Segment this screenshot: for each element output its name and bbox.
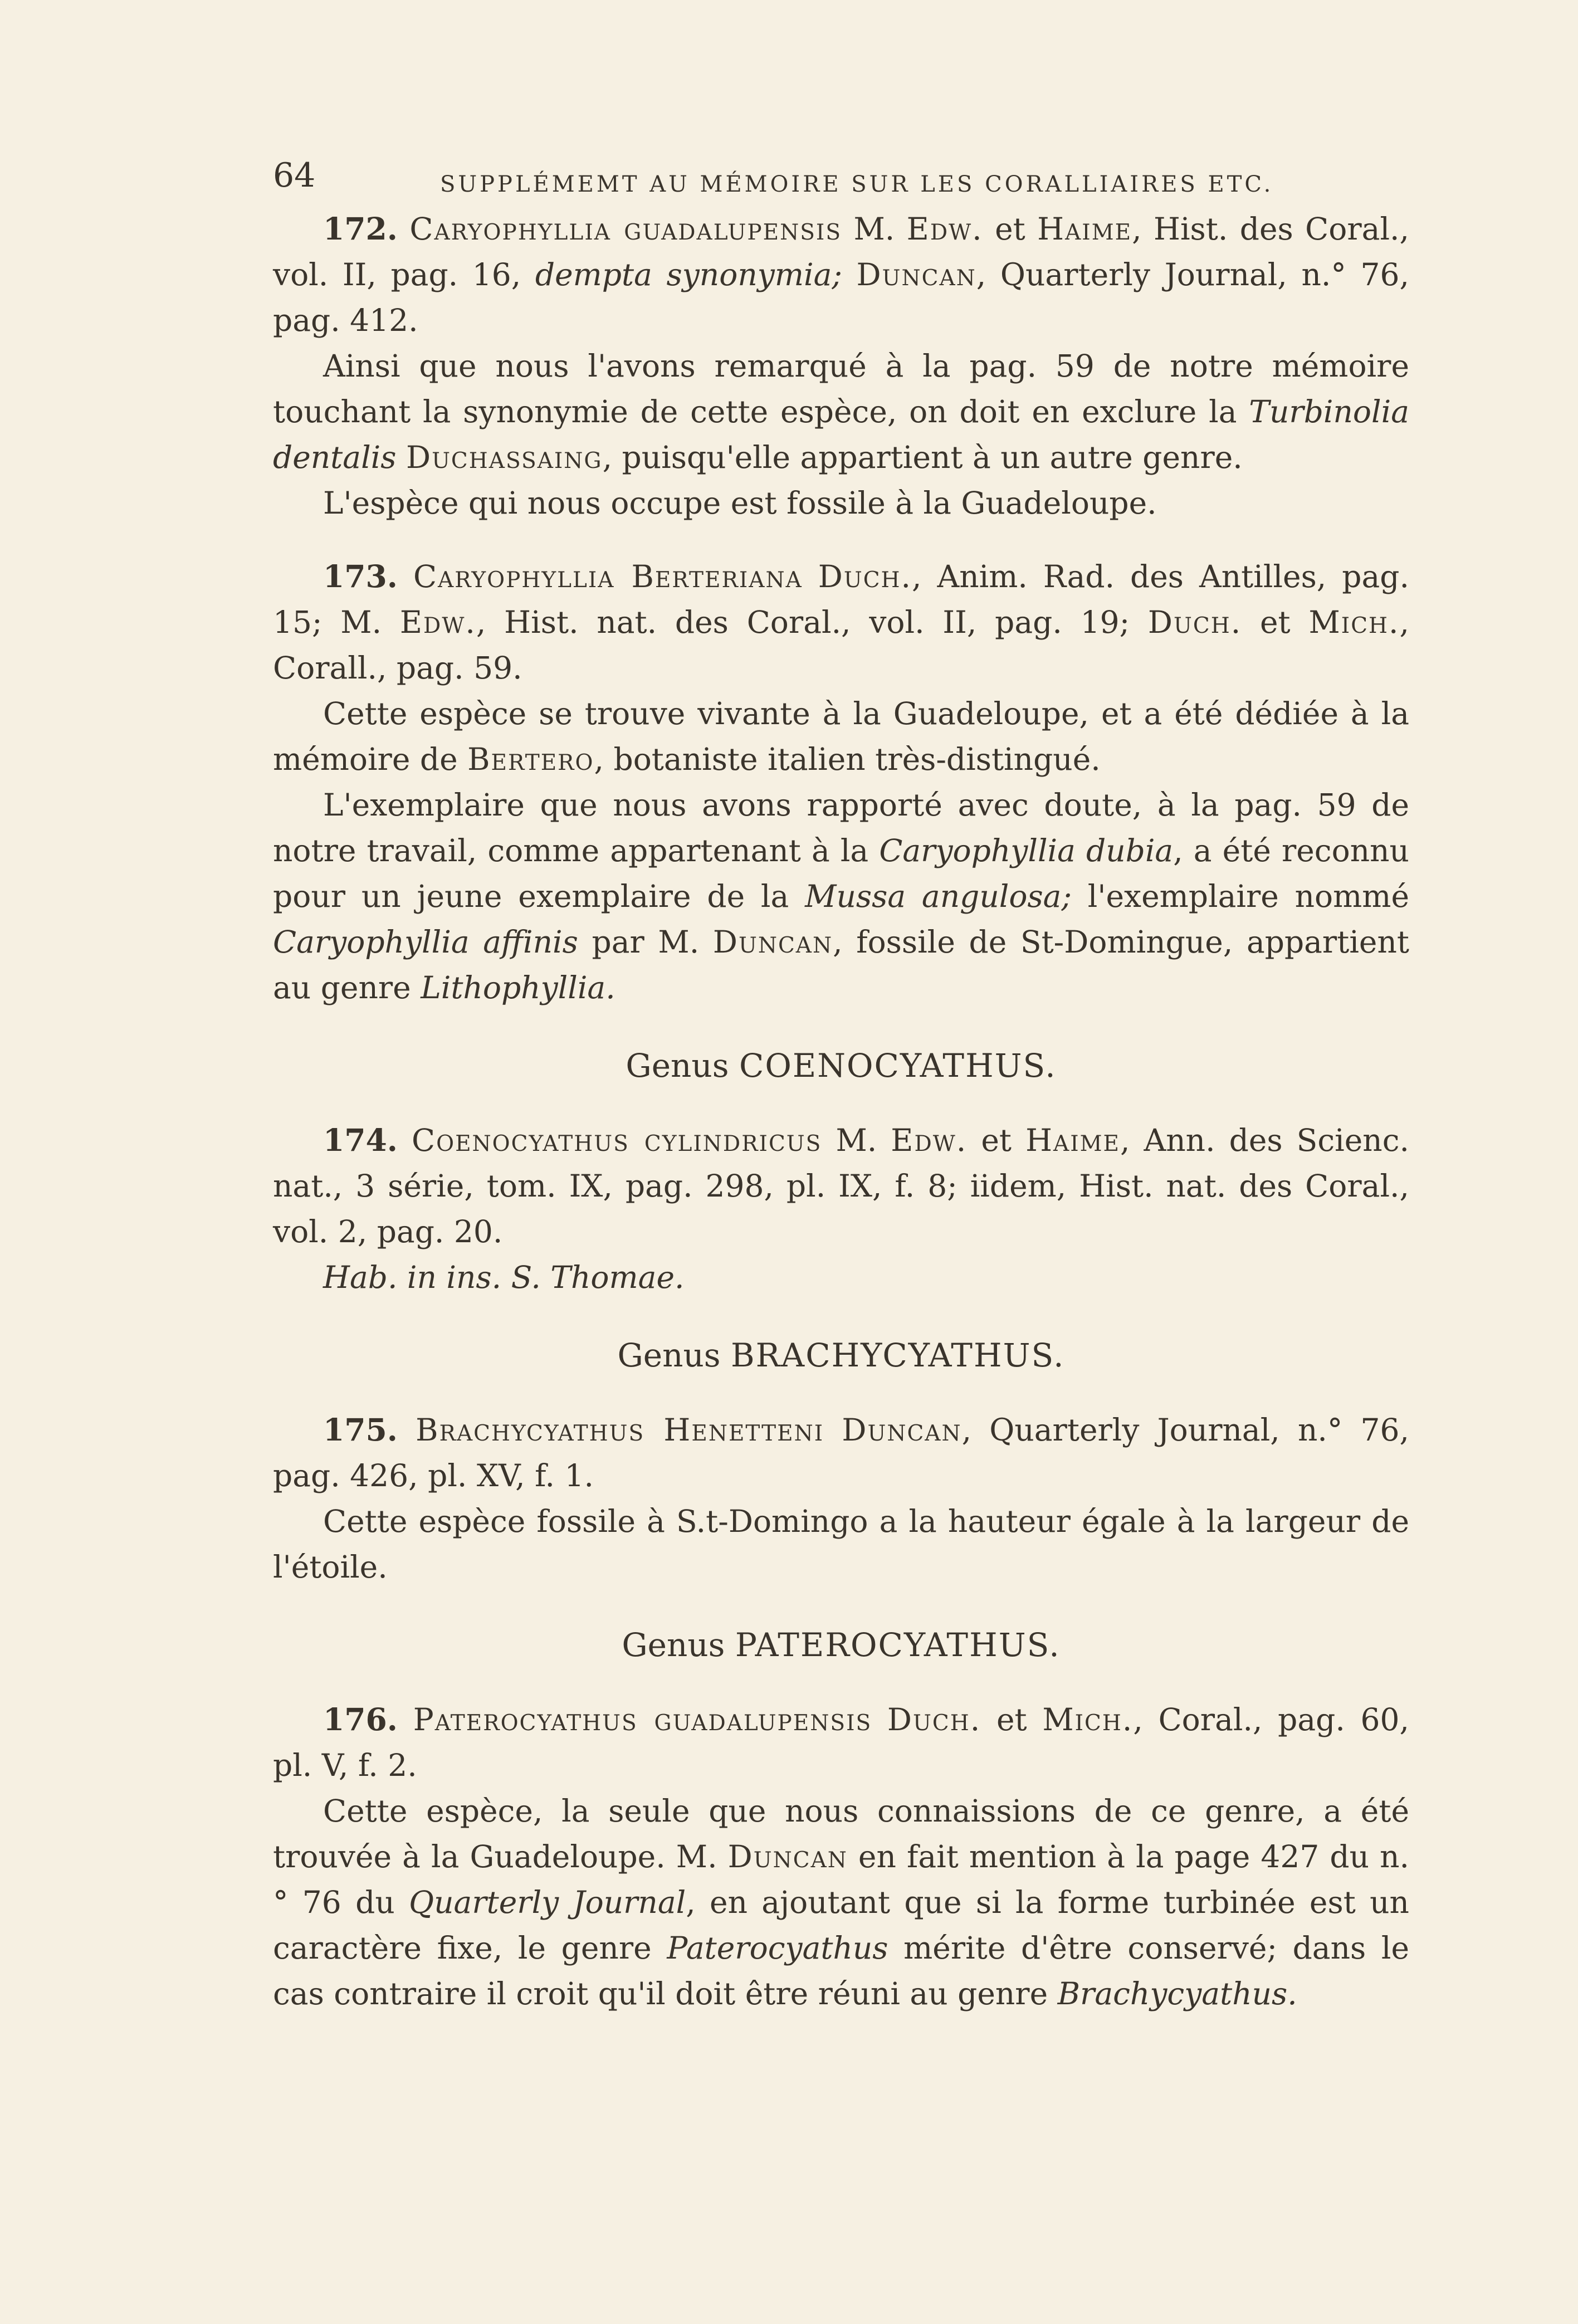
species-entry <box>273 1117 1409 1300</box>
species-paragraph <box>273 1788 1409 2017</box>
italic-text: dempta synonymia; <box>535 257 842 292</box>
species-entry <box>273 554 1409 1010</box>
genus-name: PATEROCYATHUS. <box>735 1626 1061 1664</box>
italic-text: Lithophyllia. <box>421 970 615 1005</box>
entry-number: 173. <box>323 558 398 594</box>
small-caps-name: Duncan <box>727 1839 848 1874</box>
italic-text: Turbinolia dentalis <box>273 394 1409 475</box>
text-run: mérite d'être conservé; dans le cas contraire il croit qu'il doit être réuni au genre <box>273 1930 1409 2011</box>
species-paragraph <box>273 1254 1409 1300</box>
species-entry <box>273 1697 1409 2017</box>
small-caps-name: Duch. <box>887 1702 981 1737</box>
small-caps-name: Mich. <box>1042 1702 1134 1737</box>
italic-text: Paterocyathus <box>667 1930 888 1966</box>
species-entry <box>273 206 1409 526</box>
small-caps-name: Caryophyllia guadalupensis <box>409 211 842 247</box>
small-caps-name: Duncan <box>842 1412 962 1448</box>
small-caps-name: Edw. <box>399 604 476 640</box>
text-run <box>398 559 413 594</box>
genus-prefix: Genus <box>626 1047 729 1085</box>
species-paragraph <box>273 343 1409 480</box>
running-title: SUPPLÉMEMT AU MÉMOIRE SUR LES CORALLIAIRES ETC. <box>440 172 1274 197</box>
species-citation <box>273 1697 1409 1788</box>
entry-number: 172. <box>323 211 398 247</box>
species-paragraph <box>273 782 1409 1010</box>
text-run <box>398 1122 412 1158</box>
text-run <box>872 1702 887 1737</box>
text-run: , en ajoutant que si la forme turbinée est un caractère fixe, le genre <box>273 1884 1409 1966</box>
text-run: et <box>1242 604 1309 640</box>
text-run: , Corall., pag. 59. <box>273 604 1410 686</box>
text-run: Ainsi que nous l'avons remarqué à la pag. 59 de notre mémoire touchant la synonymie de cette espèce, on doit en exclure la <box>273 348 1409 429</box>
text-run: , Quarterly Journal, n.° 76, pag. 426, pl. XV, f. 1. <box>273 1412 1410 1493</box>
species-citation <box>273 206 1409 343</box>
text-run: M. <box>822 1122 891 1158</box>
text-run: , puisqu'elle appartient à un autre genre. <box>602 440 1243 475</box>
italic-text: Brachycyathus. <box>1057 1976 1297 2011</box>
small-caps-name: Duncan <box>712 924 833 960</box>
genus-prefix: Genus <box>617 1336 721 1374</box>
small-caps-name: Duncan <box>856 257 976 292</box>
small-caps-name: Duch. <box>818 559 912 594</box>
text-run <box>803 559 818 594</box>
text-run: M. <box>842 211 907 247</box>
text-run <box>824 1412 842 1448</box>
text-run: , Hist. des Coral., vol. II, pag. 16, <box>273 211 1409 292</box>
species-citation <box>273 1407 1409 1498</box>
genus-heading <box>273 1043 1409 1088</box>
text-run: Cette espèce fossile à S.t-Domingo a la hauteur égale à la largeur de l'étoile. <box>273 1503 1409 1585</box>
text-run: L'exemplaire que nous avons rapporté avec doute, à la pag. 59 de notre travail, comme appartenant à la <box>273 787 1409 868</box>
italic-text: Hab. in ins. S. Thomae. <box>323 1259 685 1295</box>
small-caps-name: Caryophyllia Berteriana <box>413 559 803 594</box>
text-run: et <box>981 1702 1043 1737</box>
species-entry <box>273 1407 1409 1590</box>
text-run <box>398 1702 413 1737</box>
entry-number: 176. <box>323 1701 398 1737</box>
italic-text: Mussa angulosa; <box>805 878 1072 914</box>
small-caps-name: Brachycyathus Henetteni <box>416 1412 824 1448</box>
small-caps-name: Duch. <box>1147 604 1242 640</box>
small-caps-name: Haime <box>1025 1122 1120 1158</box>
entry-number: 174. <box>323 1122 398 1158</box>
small-caps-name: Edw. <box>906 211 983 247</box>
text-run: , Hist. nat. des Coral., vol. II, pag. 19; <box>476 604 1148 640</box>
text-run: l'exemplaire nommé <box>1072 878 1409 914</box>
text-run: en fait mention à la page 427 du n.° 76 du <box>273 1839 1409 1920</box>
small-caps-name: Coenocyathus cylindricus <box>412 1122 822 1158</box>
text-run <box>398 1412 416 1448</box>
text-run: Cette espèce se trouve vivante à la Guadeloupe, et a été dédiée à la mémoire de <box>273 696 1409 777</box>
italic-text: Caryophyllia dubia <box>879 833 1174 868</box>
text-run: , Ann. des Scienc. nat., 3 série, tom. IX, pag. 298, pl. IX, f. 8; iidem, Hist. nat. des Coral., vol. 2, pag. 20. <box>273 1122 1409 1249</box>
text-run <box>842 257 857 292</box>
text-run: , fossile de St-Domingue, appartient au genre <box>273 924 1409 1005</box>
text-run: et <box>967 1122 1026 1158</box>
page-number: 64 <box>273 156 316 195</box>
species-paragraph <box>273 1498 1409 1590</box>
page-body <box>273 206 1409 2017</box>
small-caps-name: Edw. <box>891 1122 968 1158</box>
text-run: , Coral., pag. 60, pl. V, f. 2. <box>273 1702 1410 1783</box>
genus-prefix: Genus <box>622 1626 725 1664</box>
text-run: par M. <box>578 924 713 960</box>
genus-heading <box>273 1332 1409 1378</box>
italic-text: Quarterly Journal <box>409 1884 686 1920</box>
page-header <box>273 156 1274 206</box>
species-paragraph <box>273 480 1409 526</box>
text-run: , a été reconnu pour un jeune exemplaire de la <box>273 833 1409 914</box>
genus-name: COENOCYATHUS. <box>739 1047 1057 1085</box>
entry-number: 175. <box>323 1412 398 1448</box>
species-paragraph <box>273 691 1409 782</box>
text-run: , Anim. Rad. des Antilles, pag. 15; M. <box>273 559 1409 640</box>
text-run <box>396 440 406 475</box>
text-run: , botaniste italien très-distingué. <box>594 741 1101 777</box>
text-run: L'espèce qui nous occupe est fossile à la Guadeloupe. <box>323 485 1157 521</box>
species-citation <box>273 1117 1409 1254</box>
genus-name: BRACHYCYATHUS. <box>731 1336 1065 1374</box>
small-caps-name: Duchassaing <box>406 440 603 475</box>
text-run: et <box>983 211 1038 247</box>
text-run <box>398 211 409 247</box>
text-run: Cette espèce, la seule que nous connaissions de ce genre, a été trouvée à la Guadeloupe. M. <box>273 1793 1409 1874</box>
text-run: , Quarterly Journal, n.° 76, pag. 412. <box>273 257 1410 338</box>
small-caps-name: Bertero <box>467 741 594 777</box>
italic-text: Caryophyllia affinis <box>273 924 578 960</box>
small-caps-name: Mich. <box>1308 604 1400 640</box>
genus-heading <box>273 1622 1409 1668</box>
species-citation <box>273 554 1409 691</box>
small-caps-name: Paterocyathus guadalupensis <box>413 1702 872 1737</box>
small-caps-name: Haime <box>1037 211 1132 247</box>
